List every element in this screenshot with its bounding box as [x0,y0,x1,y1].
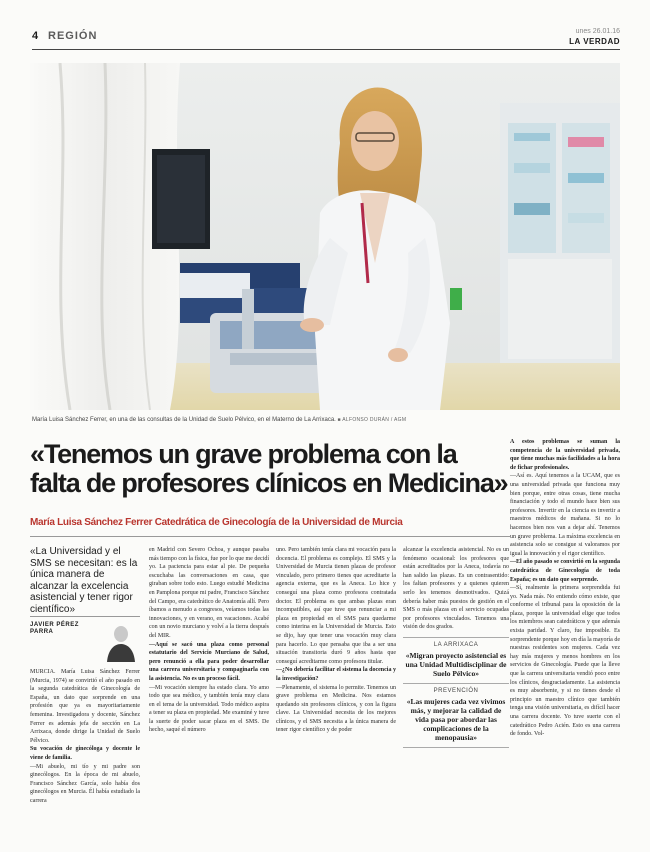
photo-credit: ■ ALFONSO DURÁN / AGM [337,417,407,423]
interviewee-role: Catedrática de Ginecología de la Universidad de Murcia [152,517,403,528]
byline [30,517,510,528]
intro-paragraph: MURCIA. María Luisa Sánchez Ferrer (Murcia, 1974) se convirtió el año pasado en la segunda catedrática de Ginecología de España, un dato que sorprende en una profesión que ya es mayoritariamente femenina. Investigadora y docente, Sánchez Ferrer es además jefa de sección en La Arrixaca, donde dirige la Unidad de Suelo Pélvico. [30,669,140,744]
answer-4: —Así es. Aquí tenemos a la UCAM, que es una universidad privada que funciona muy bien porque, entre otras cosas, tiene mucha financiación y todo el mundo hace bien sus profesores. Invertir en la ciencia es invertir a maestros médicos de mañana. Si no lo hacemos bien nos van a dejar ahí. Tenemos un grave problema. La máxima excelencia en asistencia solo se consigue si valoramos por igual la innovación y el rigor científico. [510,473,620,557]
author-avatar [104,622,138,662]
issue-date: unes 26.01.16 [575,28,620,35]
answer-3-cont: alcanzar la excelencia asistencial. No es un fenómeno ocasional: los profesores que están acreditados por la Aneca, todavía no han salido las plazas. Es un contrasentido: los faltan profesores y a quienes quieren serlo les tenemos desmotivados. Quizá debería haber más puestos de gestión en el SMS o más plazas en el servicio ocupadas por profesores vinculados. Tenemos una visión de dos grados. [403,547,509,631]
column-1-lower [30,668,140,806]
newspaper-brand: LA VERDAD [569,37,620,46]
byline-rule [30,536,510,537]
column-5 [510,438,620,739]
sidebar-tag-1: LA ARRIXACA [433,641,479,648]
question-5: —El año pasado se convirtió en la segunda catedrática de Ginecología de toda España; es un dato que sorprende. [510,559,620,583]
answer-2: —Mi vocación siempre ha estado clara. Yo amo todo que sea médico, y también tenía muy clara en el tema de la universidad. Todo médico aspira a tener su plaza en propiedad. Me examiné y tuve la suerte de poder sacar plaza en el SMS. De hecho, saqué el número [149,684,269,734]
question-2: —Aquí se sacó una plaza como personal estatutario del Servicio Murciano de Salud, pero renunció a ella para poder desarrollar una carrera universitaria y compaginarla con la asistencia. No es un proceso fácil. [149,641,269,682]
author-line-2: PARRA [30,629,54,635]
section-label: REGIÓN [48,30,98,42]
sidebar-tag-2: PREVENCIÓN [433,687,479,694]
page-number: 4 [32,30,39,42]
answer-1: —Mi abuelo, mi tío y mi padre son ginecólogos. En la época de mi abuelo, Francisco Sánchez García, solo había dos ginecólogos en Murcia. Él había estudiado la carrera [30,763,140,804]
column-3 [276,546,396,735]
author [30,622,79,636]
author-line-1: JAVIER PÉREZ [30,622,79,628]
header-rule [32,49,620,50]
sidebar-rule-3 [403,747,509,748]
pull-quote-rule [30,616,140,617]
sidebar-rule-2 [403,683,509,684]
sidebar-rule-1 [403,637,509,638]
caption-text: María Luisa Sánchez Ferrer, en una de las consultas de la Unidad de Suelo Pélvico, en el Materno de La Arrixaca. [32,417,336,423]
interviewee-name: María Luisa Sánchez Ferrer [30,517,153,528]
answer-1-cont: en Madrid con Severo Ochoa, y aunque pasaba más tiempo con la física, fue por lo que me decidí yo. La paciencia para estar al pie. De pequeña escuchaba las conversaciones en casa, que giraban sobre todo esto. Luego estudié Medicina en Pamplona porque mi padre, Francisco Sánchez del Campo, era catedrático de Anatomía allí. Pero íbamos a menudo a congresos, veíamos todas las innovaciones, y en verano, en vacaciones. Acabé con un novio murciano y volví a la tierra después del MIR. [149,547,269,639]
question-4: A estos problemas se suman la competencia de la universidad privada, que tiene muchas más facilidades a la hora de fichar profesionales. [510,439,620,471]
sidebar-quote-2: «Las mujeres cada vez vivimos más, y mejorar la calidad de vida pasa por abordar las complicaciones de la menopausia» [406,696,506,742]
photo-illustration [30,63,620,410]
pull-quote: «La Universidad y el SMS se necesitan: es la única manera de alcanzar la excelencia asistencial y tener rigor científico» [30,546,138,615]
sidebar-quote-1: «Migran proyecto asistencial es una Unidad Multidisciplinar de Suelo Pélvico» [405,650,507,678]
question-1: Su vocación de ginecóloga y docente le viene de familia. [30,746,140,761]
photo-caption [32,417,406,423]
column-4 [403,546,509,748]
article-photo [30,63,620,410]
page-header [32,30,620,48]
answer-2-cont: uno. Pero también tenía clara mi vocación para la docencia. El problema es complejo. El SMS y la Universidad de Murcia tienen plazas de profesor vinculado, pero primero tienes que acreditarte la agencia externa, que es la Aneca. Lo hice y conseguí una plaza como profesora contratada doctor. El problema es que ambas plazas eran incompatibles, así que tuve que renunciar a mi plaza en propiedad en el SMS para quedarme como interina en la Universidad de Murcia. Esto se dijo, hay que tener una vocación muy clara para hacerlo. Lo que pensaba que iba a ser una situación transitoria duró 9 años hasta que conseguí acreditarme como profesora titular. [276,547,396,665]
headline: «Tenemos un grave problema con la falta de profesores clínicos en Medicina» [30,439,508,498]
answer-5: —Sí, realmente la primera sorprendida fui yo. Nada más. No entiendo cómo existe, que conforme el tribunal para la oposición de la plaza, porque la universidad elige que todos los miembros sean catedráticos y que además exista paridad. Y claro, fue imposible. Es sorprendente porque hoy en día la mayoría de nuestras residentes son mujeres. Cada vez hay más mujeres y menos hombres en los servicios de Ginecología. Puede que la lleve que la carrera universitaria vendió poco entre los clínicos, desgraciadamente. La asistencia es muy absorbente, y si no tienes desde el principio un maestro clínico que también tenga una visión universitaria, es difícil hacer una carrera docente. Yo tuve suerte con el catedrático Pedro Acién. Esto es una carrera de fondo. Vol- [510,585,620,738]
author-portrait-icon [104,622,138,662]
answer-3: —Plenamente, el sistema lo permite. Tenemos un grave problema en Medicina. Nos estamos quedando sin profesores clínicos, y con la figura clave. La Universidad necesita de los mejores clínicos, y el SMS necesita a la única manera de tener rigor científico y de poder [276,684,396,734]
question-3: —¿No debería facilitar el sistema la docencia y la investigación? [276,667,396,682]
column-2 [149,546,269,735]
